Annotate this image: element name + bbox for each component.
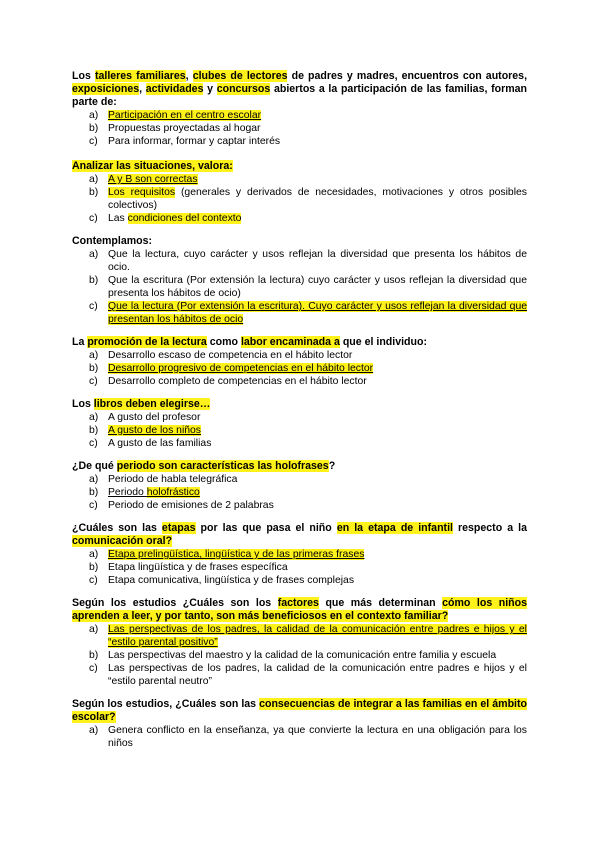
question-text: de padres y madres, encuentros con autores,	[287, 70, 528, 82]
highlighted-text: cómo los niños aprenden a leer, y por tanto, son más beneficiosos en el contexto familiar?	[72, 597, 527, 622]
question-text: Los	[72, 70, 95, 82]
question-block	[72, 460, 527, 512]
option-letter: b)	[89, 275, 99, 286]
option-text: Las	[108, 213, 128, 224]
option-text: Para informar, formar y captar interés	[108, 136, 281, 147]
option-letter: a)	[89, 624, 99, 635]
option-letter: b)	[89, 425, 99, 436]
option-letter: c)	[89, 500, 98, 511]
answer-option	[72, 109, 527, 122]
option-list	[72, 109, 527, 148]
answer-option	[72, 248, 527, 274]
option-list	[72, 349, 527, 388]
option-letter: a)	[89, 725, 99, 736]
question-text: ?	[328, 460, 336, 472]
answer-option	[72, 662, 527, 688]
answer-option	[72, 473, 527, 486]
answer-option	[72, 499, 527, 512]
option-text: Periodo de emisiones de 2 palabras	[108, 500, 274, 511]
option-letter: c)	[89, 136, 98, 147]
question-text: y	[203, 83, 217, 95]
question-text: ¿Cuáles son las	[72, 522, 162, 534]
answer-option	[72, 173, 527, 186]
option-text: Que la escritura (Por extensión la lectura) cuyo carácter y usos reflejan la diversidad que presenta los hábitos de ocio)	[108, 275, 527, 299]
question-title	[72, 698, 527, 724]
option-letter: b)	[89, 487, 99, 498]
highlighted-option-text: Etapa prelingüística, lingüística y de las primeras frases	[108, 549, 365, 560]
option-letter: a)	[89, 110, 99, 121]
question-block	[72, 70, 527, 148]
option-text: Periodo de habla telegráfica	[108, 474, 238, 485]
question-text: Según los estudios, ¿Cuáles son las	[72, 698, 260, 710]
answer-option	[72, 122, 527, 135]
answer-option	[72, 424, 527, 437]
answer-option	[72, 548, 527, 561]
answer-option	[72, 300, 527, 326]
question-title	[72, 460, 527, 473]
question-text: como	[206, 336, 241, 348]
option-text: A gusto de las familias	[108, 438, 212, 449]
question-block	[72, 336, 527, 388]
question-text: respecto a la	[452, 522, 527, 534]
option-list	[72, 724, 527, 750]
highlighted-option-text: A gusto de los niños	[108, 425, 202, 436]
option-text: A gusto del profesor	[108, 412, 201, 423]
question-title	[72, 160, 527, 173]
option-letter: b)	[89, 363, 99, 374]
question-block	[72, 160, 527, 225]
highlighted-text: libros deben elegirse…	[93, 398, 211, 410]
highlighted-text: etapas	[161, 522, 196, 534]
option-text: Desarrollo escaso de competencia en el hábito lector	[108, 350, 353, 361]
option-list	[72, 473, 527, 512]
option-letter: a)	[89, 412, 99, 423]
highlighted-text: labor encaminada a	[240, 336, 340, 348]
answer-option	[72, 486, 527, 499]
question-text: ¿De qué	[72, 460, 117, 472]
highlighted-text: consecuencias de integrar a las familias en el ámbito escolar?	[72, 698, 527, 723]
option-letter: c)	[89, 663, 98, 674]
highlighted-text: concursos	[216, 83, 271, 95]
option-letter: a)	[89, 249, 99, 260]
question-block	[72, 597, 527, 688]
answer-option	[72, 623, 527, 649]
highlighted-text: en la etapa de infantil	[336, 522, 453, 534]
option-letter: c)	[89, 213, 98, 224]
question-title	[72, 522, 527, 548]
option-text: Las perspectivas de los padres, la calidad de la comunicación entre padres e hijos y el “estilo parental neutro”	[108, 663, 527, 687]
option-list	[72, 248, 527, 326]
question-title	[72, 235, 527, 248]
highlighted-text: promoción de la lectura	[87, 336, 207, 348]
option-text: Etapa lingüística y de frases específica	[108, 562, 288, 573]
option-letter: a)	[89, 549, 99, 560]
option-letter: c)	[89, 301, 98, 312]
option-text: Que la lectura, cuyo carácter y usos reflejan la diversidad que presenta los hábitos de ocio.	[108, 249, 527, 273]
option-text: Las perspectivas del maestro y la calidad de la comunicación entre familia y escuela	[108, 650, 497, 661]
option-list	[72, 173, 527, 225]
answer-option	[72, 349, 527, 362]
answer-option	[72, 561, 527, 574]
option-text: (generales y derivados de necesidades, motivaciones y otros posibles colectivos)	[108, 187, 527, 211]
highlighted-text: exposiciones	[72, 83, 140, 95]
question-text: Contemplamos:	[72, 235, 153, 247]
answer-option	[72, 411, 527, 424]
answer-option	[72, 186, 527, 212]
option-letter: c)	[89, 575, 98, 586]
highlighted-text: comunicación oral?	[72, 535, 173, 547]
question-title	[72, 398, 527, 411]
question-text: ,	[139, 83, 146, 95]
option-letter: b)	[89, 187, 99, 198]
highlighted-option-text: Las perspectivas de los padres, la calidad de la comunicación entre padres e hijos y el “estilo parental positivo”	[108, 624, 527, 648]
option-text: Genera conflicto en la enseñanza, ya que convierte la lectura en una obligación para los niños	[108, 725, 527, 749]
question-title	[72, 336, 527, 349]
option-letter: b)	[89, 123, 99, 134]
highlighted-text: talleres familiares	[94, 70, 186, 82]
option-text: Propuestas proyectadas al hogar	[108, 123, 261, 134]
option-letter: c)	[89, 376, 98, 387]
highlighted-option-text: condiciones del contexto	[127, 213, 242, 224]
answer-option	[72, 649, 527, 662]
highlighted-option-text: A y B son correctas	[108, 174, 198, 185]
question-block	[72, 398, 527, 450]
option-letter: a)	[89, 474, 99, 485]
question-text: ,	[185, 70, 193, 82]
highlighted-text: periodo son características las holofrases	[116, 460, 329, 472]
question-text: que el individuo:	[339, 336, 427, 348]
question-text: La	[72, 336, 88, 348]
question-title	[72, 597, 527, 623]
option-list	[72, 623, 527, 688]
highlighted-text: actividades	[145, 83, 204, 95]
question-block	[72, 698, 527, 750]
question-text: Según los estudios ¿Cuáles son los	[72, 597, 278, 609]
question-text: por las que pasa el niño	[195, 522, 337, 534]
answer-option	[72, 274, 527, 300]
option-text: Desarrollo completo de competencias en el hábito lector	[108, 376, 367, 387]
answer-option	[72, 574, 527, 587]
option-letter: b)	[89, 562, 99, 573]
question-text: que más determinan	[318, 597, 443, 609]
highlighted-option-text: Participación en el centro escolar	[108, 110, 262, 121]
option-text: Etapa comunicativa, lingüística y de frases complejas	[108, 575, 355, 586]
document-page	[72, 70, 527, 760]
option-list	[72, 548, 527, 587]
answer-option	[72, 375, 527, 388]
highlighted-option-text: Desarrollo progresivo de competencias en el hábito lector	[108, 363, 374, 374]
highlighted-option-text: holofrástico	[146, 487, 200, 498]
answer-option	[72, 212, 527, 225]
question-text: Los	[72, 398, 94, 410]
option-letter: c)	[89, 438, 98, 449]
highlighted-text: clubes de lectores	[192, 70, 288, 82]
question-text: abiertos a la participación de las familias, forman parte de:	[72, 83, 527, 108]
option-letter: b)	[89, 650, 99, 661]
option-text: Periodo	[108, 487, 147, 498]
question-block	[72, 235, 527, 326]
answer-option	[72, 724, 527, 750]
option-list	[72, 411, 527, 450]
option-letter: a)	[89, 174, 99, 185]
answer-option	[72, 135, 527, 148]
option-letter: a)	[89, 350, 99, 361]
answer-option	[72, 437, 527, 450]
question-title	[72, 70, 527, 109]
highlighted-text: factores	[277, 597, 319, 609]
highlighted-option-text: Los requisitos	[108, 187, 176, 198]
answer-option	[72, 362, 527, 375]
highlighted-option-text: Que la lectura (Por extensión la escritura). Cuyo carácter y usos reflejan la diversidad que presentan los hábitos de ocio	[108, 301, 527, 325]
question-block	[72, 522, 527, 587]
highlighted-text: Analizar las situaciones, valora:	[72, 160, 233, 172]
